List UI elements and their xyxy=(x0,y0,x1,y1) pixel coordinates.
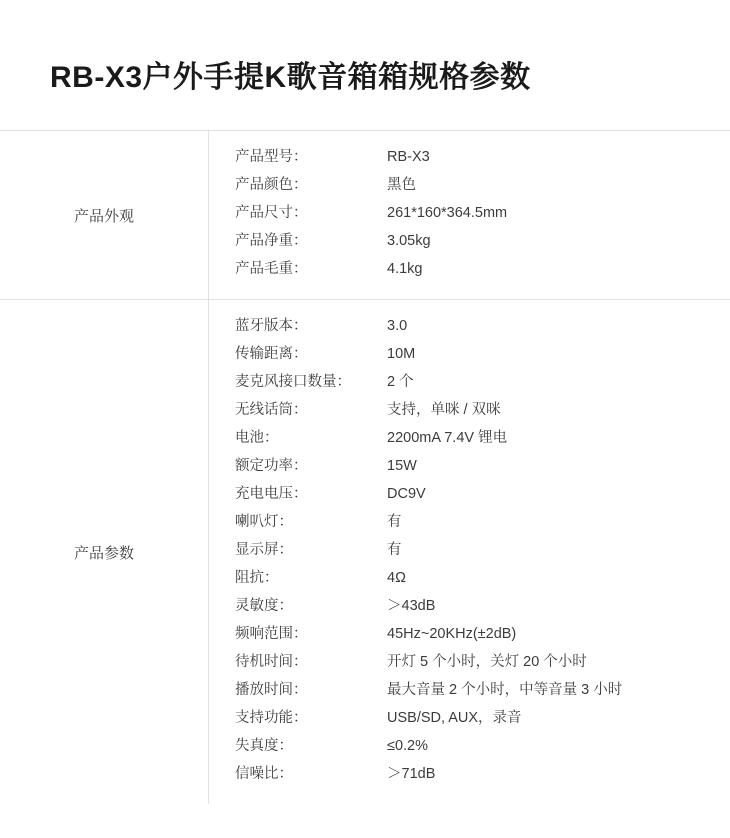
spec-row xyxy=(209,173,730,201)
spec-label: 产品型号： xyxy=(235,149,308,165)
spec-value: 支持，单咪 / 双咪 xyxy=(387,402,501,418)
spec-label: 产品尺寸： xyxy=(235,205,308,221)
spec-label: 产品毛重： xyxy=(235,261,308,277)
spec-row xyxy=(209,510,730,538)
spec-row xyxy=(209,229,730,257)
spec-label: 产品净重： xyxy=(235,233,308,249)
spec-value: 3.05kg xyxy=(387,233,431,249)
specifications-table xyxy=(0,131,730,804)
spec-value: 有 xyxy=(387,542,402,558)
spec-label: 充电电压： xyxy=(235,486,308,502)
spec-value: 4.1kg xyxy=(387,261,423,277)
spec-row xyxy=(209,734,730,762)
spec-label: 灵敏度： xyxy=(235,598,293,614)
spec-value: 15W xyxy=(387,458,417,474)
spec-value: 有 xyxy=(387,514,402,530)
spec-value: 3.0 xyxy=(387,318,408,334)
spec-value: RB-X3 xyxy=(387,149,430,165)
table-row xyxy=(0,300,730,805)
group-rows-product-parameters xyxy=(209,300,730,805)
spec-row xyxy=(209,594,730,622)
spec-row xyxy=(209,398,730,426)
spec-label: 产品颜色： xyxy=(235,177,308,193)
spec-row xyxy=(209,650,730,678)
spec-row xyxy=(209,257,730,285)
spec-label: 电池： xyxy=(235,430,279,446)
spec-value: 2200mA 7.4V 锂电 xyxy=(387,430,508,446)
spec-label: 传输距离： xyxy=(235,346,308,362)
spec-value: 261*160*364.5mm xyxy=(387,205,508,221)
title-area xyxy=(0,0,730,130)
spec-label: 信噪比： xyxy=(235,766,293,782)
spec-row xyxy=(209,482,730,510)
spec-label: 频响范围： xyxy=(235,626,308,642)
spec-label: 阻抗： xyxy=(235,570,279,586)
spec-value: ＞43dB xyxy=(387,598,436,614)
spec-row xyxy=(209,342,730,370)
spec-row xyxy=(209,566,730,594)
spec-value: 黑色 xyxy=(387,177,416,193)
page-title: RB-X3户外手提K歌音箱箱规格参数 xyxy=(50,61,531,94)
spec-value: USB/SD, AUX，录音 xyxy=(387,710,522,726)
spec-value: 10M xyxy=(387,346,416,362)
spec-value: ＞71dB xyxy=(387,766,436,782)
spec-label: 无线话筒： xyxy=(235,402,308,418)
spec-value: DC9V xyxy=(387,486,426,502)
spec-row xyxy=(209,762,730,790)
table-row xyxy=(0,131,730,300)
group-label-product-parameters: 产品参数 xyxy=(0,300,209,805)
spec-value: ≤0.2% xyxy=(387,738,429,754)
spec-label: 支持功能： xyxy=(235,710,308,726)
group-label-product-appearance: 产品外观 xyxy=(0,131,209,300)
group-rows-product-appearance xyxy=(209,131,730,300)
spec-value: 开灯 5 个小时，关灯 20 个小时 xyxy=(387,654,587,670)
spec-row xyxy=(209,426,730,454)
spec-label: 失真度： xyxy=(235,738,293,754)
spec-label: 额定功率： xyxy=(235,458,308,474)
spec-value: 45Hz~20KHz(±2dB) xyxy=(387,626,517,642)
spec-label: 播放时间： xyxy=(235,682,308,698)
spec-row xyxy=(209,622,730,650)
spec-row xyxy=(209,145,730,173)
spec-value: 2 个 xyxy=(387,374,414,390)
spec-row xyxy=(209,678,730,706)
spec-value: 最大音量 2 个小时，中等音量 3 小时 xyxy=(387,682,623,698)
spec-label: 麦克风接口数量： xyxy=(235,374,351,390)
spec-row xyxy=(209,538,730,566)
spec-row xyxy=(209,706,730,734)
spec-label: 待机时间： xyxy=(235,654,308,670)
spec-value: 4Ω xyxy=(387,570,406,586)
spec-label: 蓝牙版本： xyxy=(235,318,308,334)
spec-row xyxy=(209,201,730,229)
spec-row xyxy=(209,314,730,342)
spec-label: 喇叭灯： xyxy=(235,514,293,530)
spec-label: 显示屏： xyxy=(235,542,293,558)
spec-row xyxy=(209,454,730,482)
spec-row xyxy=(209,370,730,398)
